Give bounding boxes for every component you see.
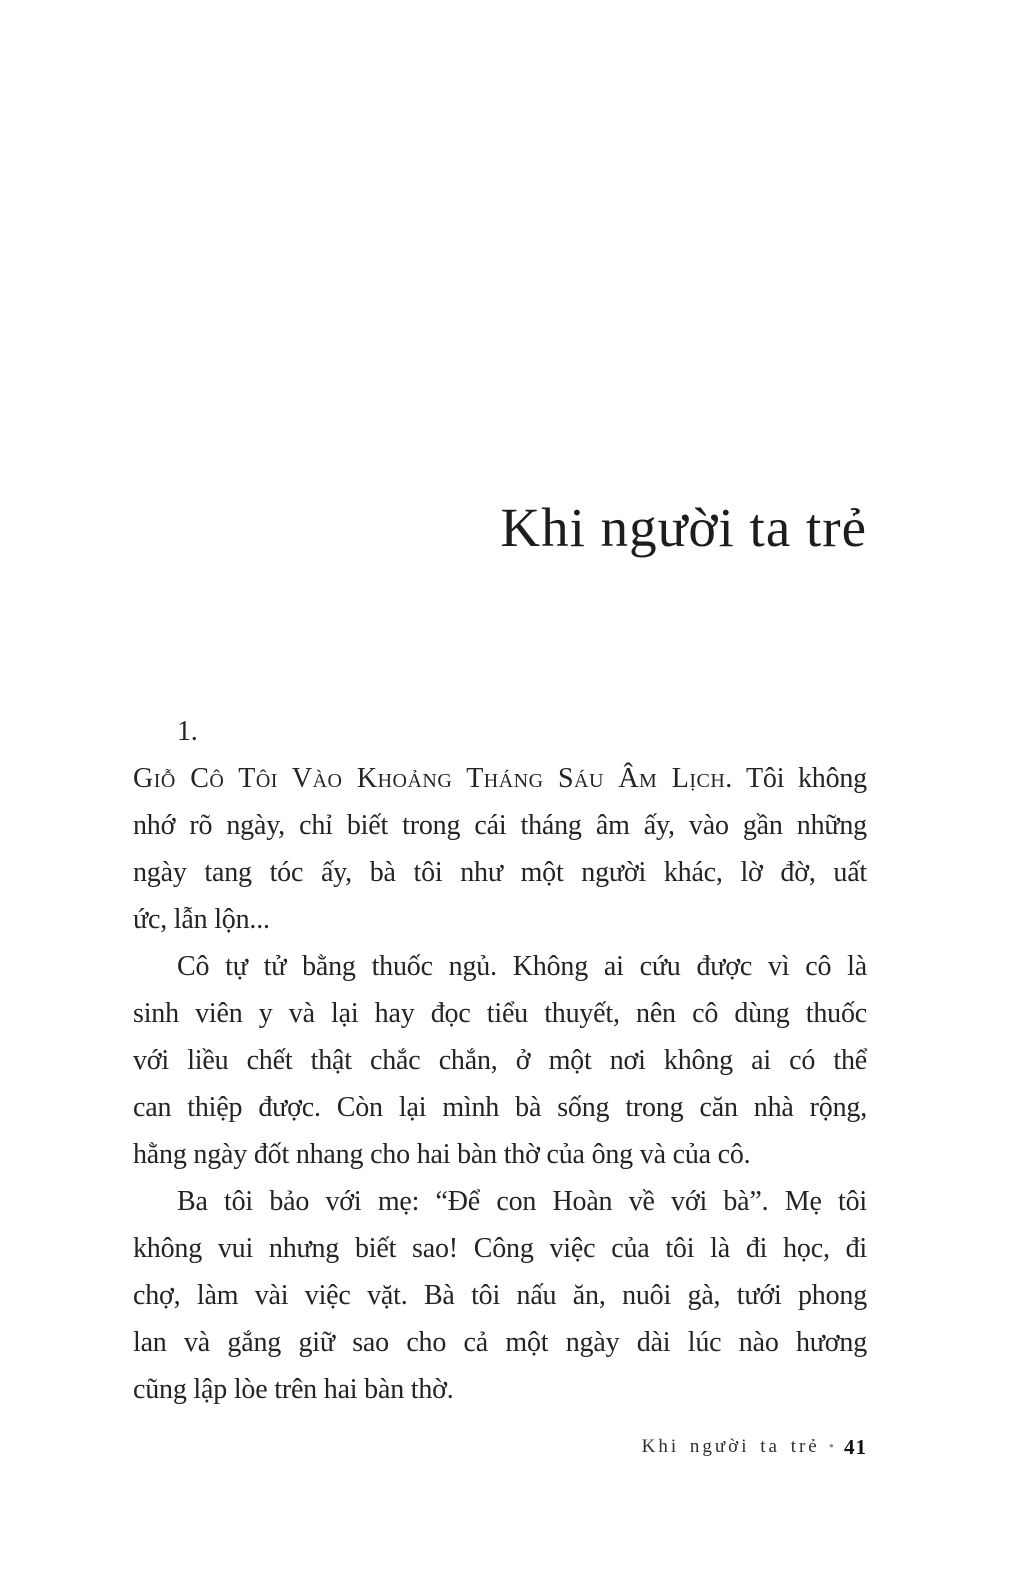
body-line: can thiệp được. Còn lại mình bà sống trong căn nhà rộng,: [133, 1092, 867, 1123]
body-line: hằng ngày đốt nhang cho hai bàn thờ của ông và của cô.: [133, 1139, 751, 1170]
body-line: Cô tự tử bằng thuốc ngủ. Không ai cứu được vì cô là: [177, 951, 867, 982]
body-line: ức, lẫn lộn...: [133, 904, 270, 935]
running-footer: [642, 1432, 867, 1462]
body-line: sinh viên y và lại hay đọc tiểu thuyết, nên cô dùng thuốc: [133, 998, 867, 1029]
body-text: [133, 708, 867, 1413]
small-caps-lead: Giỗ Cô Tôi Vào Khoảng Tháng Sáu Âm Lịch.: [133, 763, 733, 794]
body-line: nhớ rõ ngày, chỉ biết trong cái tháng âm ấy, vào gần những: [133, 810, 867, 841]
body-line-text: Tôi không: [732, 763, 867, 794]
body-line: với liều chết thật chắc chắn, ở một nơi không ai có thể: [133, 1045, 867, 1076]
body-line: ngày tang tóc ấy, bà tôi như một người khác, lờ đờ, uất: [133, 857, 867, 888]
page-number: 41: [844, 1435, 867, 1459]
body-line: chợ, làm vài việc vặt. Bà tôi nấu ăn, nuôi gà, tưới phong: [133, 1280, 867, 1311]
body-line: [133, 755, 867, 802]
body-line: Ba tôi bảo với mẹ: “Để con Hoàn về với bà”. Mẹ tôi: [177, 1186, 867, 1217]
body-line: không vui nhưng biết sao! Công việc của tôi là đi học, đi: [133, 1233, 867, 1264]
chapter-title: Khi người ta trẻ: [500, 497, 867, 558]
footer-bullet-icon: •: [828, 1439, 834, 1455]
body-line: cũng lập lòe trên hai bàn thờ.: [133, 1374, 454, 1405]
body-line: lan và gắng giữ sao cho cả một ngày dài lúc nào hương: [133, 1327, 867, 1358]
section-number: 1.: [177, 716, 198, 747]
running-title: Khi người ta trẻ: [641, 1436, 820, 1457]
